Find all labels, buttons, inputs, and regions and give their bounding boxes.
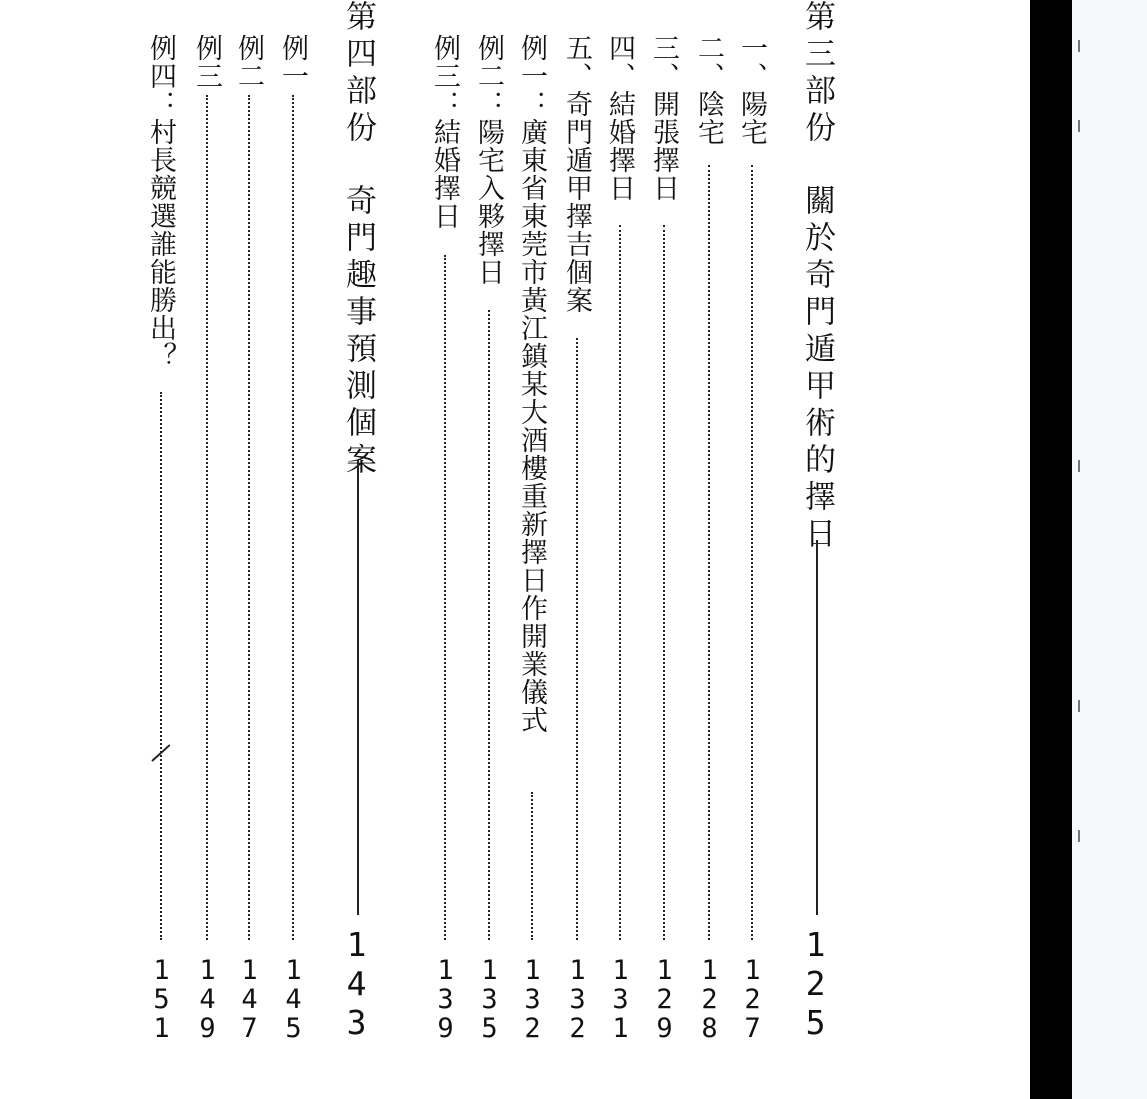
section-heading-4: [336, 0, 380, 1099]
entry-title: 三、開張擇日: [648, 34, 679, 202]
toc-entry: [603, 0, 637, 1099]
section-subtitle: 關於奇門遁甲術的擇日: [799, 184, 835, 554]
entry-leader-dots: [248, 95, 250, 940]
entry-page-number: 129: [649, 955, 680, 1042]
entry-page-number: 135: [474, 955, 505, 1042]
entry-leader-dots: [531, 792, 533, 940]
toc-entry: [560, 0, 594, 1099]
entry-page-number: 127: [737, 955, 768, 1042]
entry-leader-dots: [708, 165, 710, 940]
entry-leader-dots: [160, 392, 162, 940]
entry-page-number: 151: [146, 955, 177, 1042]
scan-speck: [1078, 120, 1080, 132]
section-subtitle: 奇門趣事預測個案: [340, 184, 376, 480]
toc-entry: [232, 0, 266, 1099]
scan-margin-shadow: [1030, 0, 1072, 1099]
entry-title: 例四：村長競選誰能勝出？: [145, 34, 176, 370]
scan-speck: [1078, 830, 1080, 842]
entry-page-number: 132: [517, 955, 548, 1042]
entry-title: 例二：陽宅入夥擇日: [473, 34, 504, 286]
entry-page-number: 149: [192, 955, 223, 1042]
toc-entry: [515, 0, 549, 1099]
entry-leader-dots: [292, 95, 294, 940]
scan-speck: [1078, 460, 1080, 472]
entry-leader-dots: [751, 165, 753, 940]
entry-leader-dots: [206, 95, 208, 940]
entry-title: 例一: [277, 34, 308, 90]
section-leader-line: [816, 540, 818, 915]
entry-leader-dots: [488, 310, 490, 940]
toc-entry: [144, 0, 178, 1099]
entry-page-number: 131: [605, 955, 636, 1042]
scan-speck: [1078, 40, 1080, 52]
toc-entry: [428, 0, 462, 1099]
scan-speck: [1078, 700, 1080, 712]
section-heading-text: [799, 0, 835, 554]
entry-title: 例一：廣東省東莞市黃江鎮某大酒樓重新擇日作開業儀式: [516, 34, 547, 734]
section-page-number: 125: [796, 925, 835, 1042]
section-leader-line: [357, 460, 359, 915]
toc-entry: [472, 0, 506, 1099]
toc-entry: [692, 0, 726, 1099]
toc-entry: [735, 0, 769, 1099]
toc-entry: [276, 0, 310, 1099]
entry-page-number: 145: [278, 955, 309, 1042]
entry-page-number: 139: [430, 955, 461, 1042]
toc-entry: [190, 0, 224, 1099]
entry-title: 例二: [233, 34, 264, 90]
entry-title: 例三：結婚擇日: [429, 34, 460, 230]
entry-leader-dots: [663, 225, 665, 940]
entry-title: 一、陽宅: [736, 34, 767, 146]
section-heading-3: [795, 0, 839, 1099]
toc-entry: [647, 0, 681, 1099]
entry-title: 五、奇門遁甲擇吉個案: [561, 34, 592, 314]
entry-page-number: 132: [562, 955, 593, 1042]
entry-title: 例三: [191, 34, 222, 90]
section-title: 第四部份: [340, 0, 376, 148]
entry-leader-dots: [576, 338, 578, 940]
entry-page-number: 147: [234, 955, 265, 1042]
entry-leader-dots: [619, 225, 621, 940]
scan-margin-edge: [1072, 0, 1147, 1099]
section-title: 第三部份: [799, 0, 835, 148]
entry-title: 四、結婚擇日: [604, 34, 635, 202]
section-heading-text: [340, 0, 376, 480]
entry-leader-dots: [444, 255, 446, 940]
entry-page-number: 128: [694, 955, 725, 1042]
entry-title: 二、陰宅: [693, 34, 724, 146]
section-page-number: 143: [337, 925, 376, 1042]
